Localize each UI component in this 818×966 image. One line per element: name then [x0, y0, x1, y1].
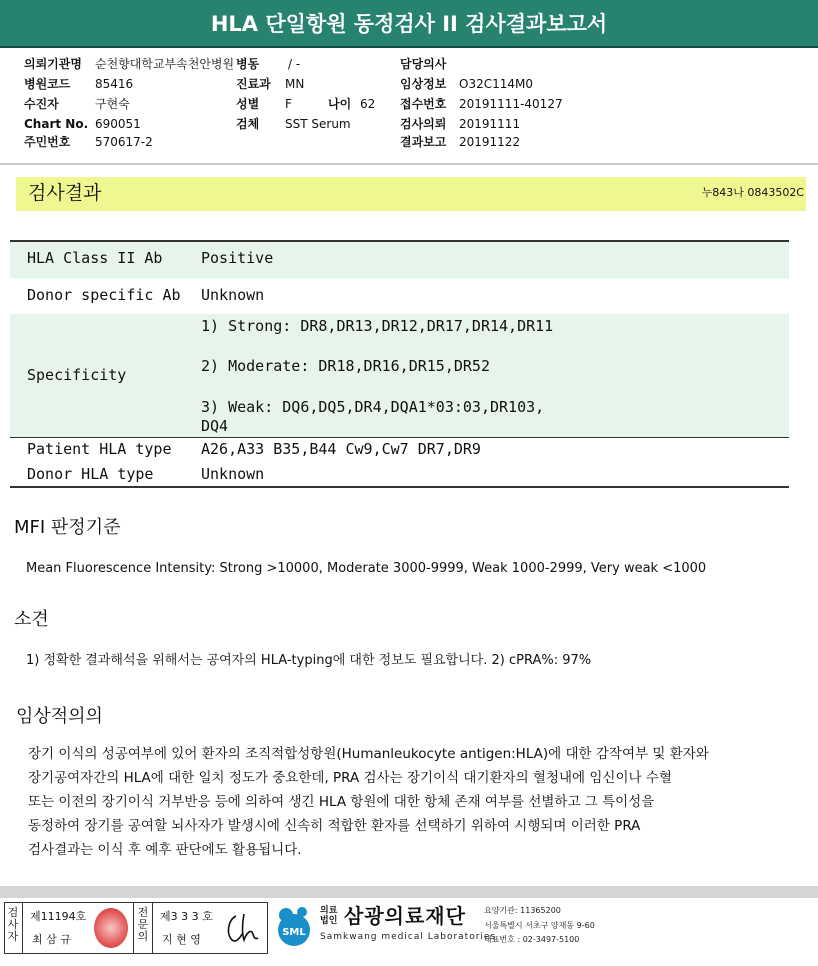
- institution-label: 의뢰기관명: [24, 57, 82, 71]
- row-divider: [10, 437, 789, 438]
- institution-value: 순천향대학교부속천안병원: [95, 57, 235, 71]
- examiner-license: 제11194호: [30, 910, 87, 923]
- result-section-band: [16, 177, 806, 211]
- opinion-title: 소견: [14, 609, 49, 630]
- clinical-significance-title: 임상적의의: [16, 706, 103, 727]
- dsa-value: Unknown: [201, 286, 265, 304]
- receipt-no-value: 20191111-40127: [459, 97, 563, 111]
- donor-hla-label: Donor HLA type: [27, 465, 154, 483]
- chart-no-label: Chart No.: [24, 117, 89, 131]
- clinical-line: 검사결과는 이식 후 예후 판단에도 활용됩니다.: [28, 842, 302, 858]
- org-prefix: 의료 법인: [320, 906, 338, 926]
- report-date-label: 결과보고: [400, 135, 447, 149]
- ward-value: / -: [288, 57, 301, 71]
- specialist-name: 지 현 영: [162, 933, 201, 946]
- org-english-name: Samkwang medical Laboratories: [320, 932, 497, 942]
- examinee-value: 구현숙: [95, 97, 130, 111]
- request-date-label: 검사의뢰: [400, 117, 447, 131]
- donor-hla-value: Unknown: [201, 465, 265, 483]
- specificity-moderate: 2) Moderate: DR18,DR16,DR15,DR52: [201, 357, 490, 375]
- report-title: HLA 단일항원 동정검사 II 검사결과보고서: [210, 12, 608, 36]
- svg-text:SML: SML: [282, 927, 306, 938]
- patient-hla-label: Patient HLA type: [27, 440, 172, 458]
- patient-hla-value: A26,A33 B35,B44 Cw9,Cw7 DR7,DR9: [201, 440, 481, 458]
- specificity-weak: 3) Weak: DQ6,DQ5,DR4,DQA1*03:03,DR103,: [201, 398, 545, 416]
- department-value: MN: [285, 77, 305, 91]
- class2-label: HLA Class II Ab: [27, 249, 163, 267]
- row-divider: [10, 277, 789, 278]
- dsa-label: Donor specific Ab: [27, 286, 181, 304]
- specialist-license: 제3 3 3 호: [160, 910, 213, 923]
- examiner-label: 검 사 자: [7, 906, 19, 943]
- specificity-strong: 1) Strong: DR8,DR13,DR12,DR17,DR14,DR11: [201, 317, 554, 335]
- clinical-info-label: 임상정보: [400, 77, 447, 91]
- clinical-line: 장기 이식의 성공여부에 있어 환자의 조직적합성항원(Humanleukocyte antigen:HLA)에 대한 감작여부 및 환자와: [28, 746, 709, 762]
- ward-label: 병동: [236, 57, 260, 71]
- seal-stamp: [94, 908, 128, 948]
- request-date-value: 20191111: [459, 117, 521, 131]
- department-label: 진료과: [236, 77, 271, 91]
- result-section-code: 누843나 0843502C: [701, 186, 804, 199]
- table-bottom-border: [10, 486, 789, 488]
- clinical-line: 장기공여자간의 HLA에 대한 일치 정도가 중요한데, PRA 검사는 장기이식 대기환자의 혈청내에 임신이나 수혈: [28, 770, 672, 786]
- specificity-weak-cont: DQ4: [201, 417, 229, 435]
- sml-logo-icon: [272, 903, 316, 947]
- chart-no-value: 690051: [95, 117, 141, 131]
- report-date-value: 20191122: [459, 135, 521, 149]
- specimen-label: 검체: [236, 117, 260, 131]
- footer-divider: [0, 886, 818, 898]
- clinical-info-value: O32C114M0: [459, 77, 533, 91]
- org-institution-code: 요양기관: 11365200: [484, 906, 561, 915]
- signature-divider: [22, 902, 23, 954]
- org-address: 서울특별시 서초구 양재동 9-60: [484, 921, 595, 930]
- class2-value: Positive: [201, 249, 274, 267]
- resident-no-value: 570617-2: [95, 135, 153, 149]
- mfi-text: Mean Fluorescence Intensity: Strong >10000, Moderate 3000-9999, Weak 1000-2999, Very weak <1000: [26, 561, 707, 576]
- clinical-significance-body: [28, 742, 709, 862]
- result-section-title: 검사결과: [28, 182, 102, 204]
- clinical-line: 동정하여 장기를 공여할 뇌사자가 발생시에 신속히 적합한 환자를 선택하기 위하여 시행되며 이러한 PRA: [28, 818, 641, 834]
- table-top-border: [10, 240, 789, 242]
- mfi-title: MFI 판정기준: [14, 517, 121, 538]
- clinical-line: 또는 이전의 장기이식 거부반응 등에 의하여 생긴 HLA 항원에 대한 항체 존재 여부를 선별하고 그 특이성을: [28, 794, 655, 810]
- age-label: 나이: [328, 97, 352, 111]
- org-name: 삼광의료재단: [344, 904, 466, 928]
- signature-mark: [222, 910, 262, 946]
- examinee-label: 수진자: [24, 97, 59, 111]
- specimen-value: SST Serum: [285, 117, 351, 131]
- sex-value: F: [285, 97, 292, 111]
- hospital-code-label: 병원코드: [24, 77, 71, 91]
- info-divider: [0, 163, 818, 165]
- signature-divider: [152, 902, 153, 954]
- hospital-code-value: 85416: [95, 77, 134, 91]
- receipt-no-label: 접수번호: [400, 97, 447, 111]
- specificity-label: Specificity: [27, 366, 127, 384]
- examiner-name: 최 삼 규: [32, 933, 71, 946]
- signature-divider: [133, 902, 134, 954]
- opinion-text: 1) 정확한 결과해석을 위해서는 공여자의 HLA-typing에 대한 정보도 필요합니다. 2) cPRA%: 97%: [26, 653, 592, 668]
- physician-label: 담당의사: [400, 57, 447, 71]
- specialist-label: 전 문 의: [137, 906, 149, 943]
- sex-label: 성별: [236, 97, 260, 111]
- resident-no-label: 주민번호: [24, 135, 71, 149]
- org-phone: 대표번호 : 02-3497-5100: [484, 935, 580, 944]
- age-value: 62: [360, 97, 376, 111]
